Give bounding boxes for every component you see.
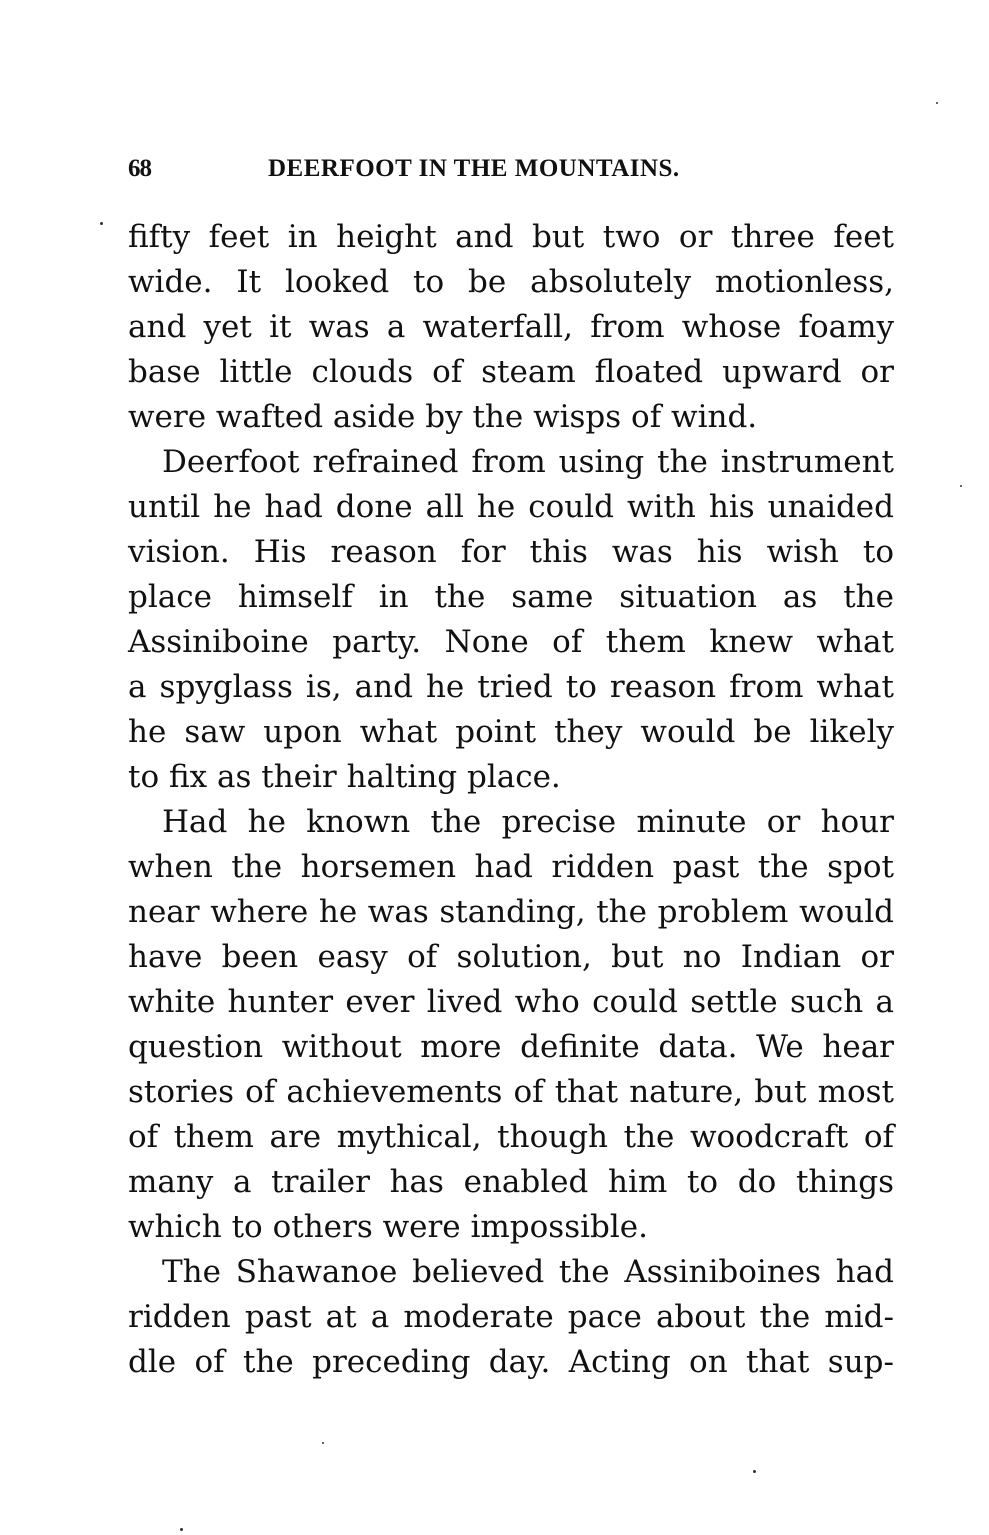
text-line: of them are mythical, though the woodcraft of [128, 1119, 894, 1155]
book-title: DEERFOOT IN THE MOUNTAINS. [268, 155, 680, 182]
text-line: base little clouds of steam floated upward or [128, 354, 894, 390]
text-line: wide. It looked to be absolutely motionless, [128, 264, 894, 300]
scan-speck [753, 1470, 756, 1473]
scan-speck [322, 1442, 324, 1444]
text-line: vision. His reason for this was his wish to [128, 534, 894, 570]
running-head [128, 155, 890, 191]
text-line: he saw upon what point they would be likely [128, 714, 894, 750]
text-line: dle of the preceding day. Acting on that sup- [128, 1344, 894, 1380]
text-line: were wafted aside by the wisps of wind. [128, 399, 758, 435]
text-line: and yet it was a waterfall, from whose foamy [128, 309, 894, 345]
text-line: which to others were impossible. [128, 1209, 648, 1245]
paragraph-first-line: Deerfoot refrained from using the instrument [162, 444, 894, 480]
text-line: fifty feet in height and but two or three feet [128, 219, 894, 255]
text-line: near where he was standing, the problem would [128, 894, 894, 930]
scan-speck [180, 1528, 183, 1531]
text-line: when the horsemen had ridden past the spot [128, 849, 894, 885]
scan-speck [100, 222, 103, 225]
page-number: 68 [128, 155, 151, 182]
text-line: many a trailer has enabled him to do things [128, 1164, 894, 1200]
scan-speck [936, 102, 938, 104]
text-line: place himself in the same situation as the [128, 579, 894, 615]
text-line: stories of achievements of that nature, but most [128, 1074, 894, 1110]
text-line: question without more definite data. We hear [128, 1029, 894, 1065]
text-line: until he had done all he could with his unaided [128, 489, 894, 525]
text-line: a spyglass is, and he tried to reason from what [128, 669, 894, 705]
paragraph-first-line: The Shawanoe believed the Assiniboines had [162, 1254, 894, 1290]
paragraph-first-line: Had he known the precise minute or hour [162, 804, 894, 840]
text-line: ridden past at a moderate pace about the mid- [128, 1299, 894, 1335]
text-line: have been easy of solution, but no Indian or [128, 939, 894, 975]
text-line: to fix as their halting place. [128, 759, 561, 795]
body-text [128, 215, 894, 1385]
text-line: Assiniboine party. None of them knew what [128, 624, 894, 660]
scan-speck [960, 485, 962, 487]
text-line: white hunter ever lived who could settle such a [128, 984, 894, 1020]
